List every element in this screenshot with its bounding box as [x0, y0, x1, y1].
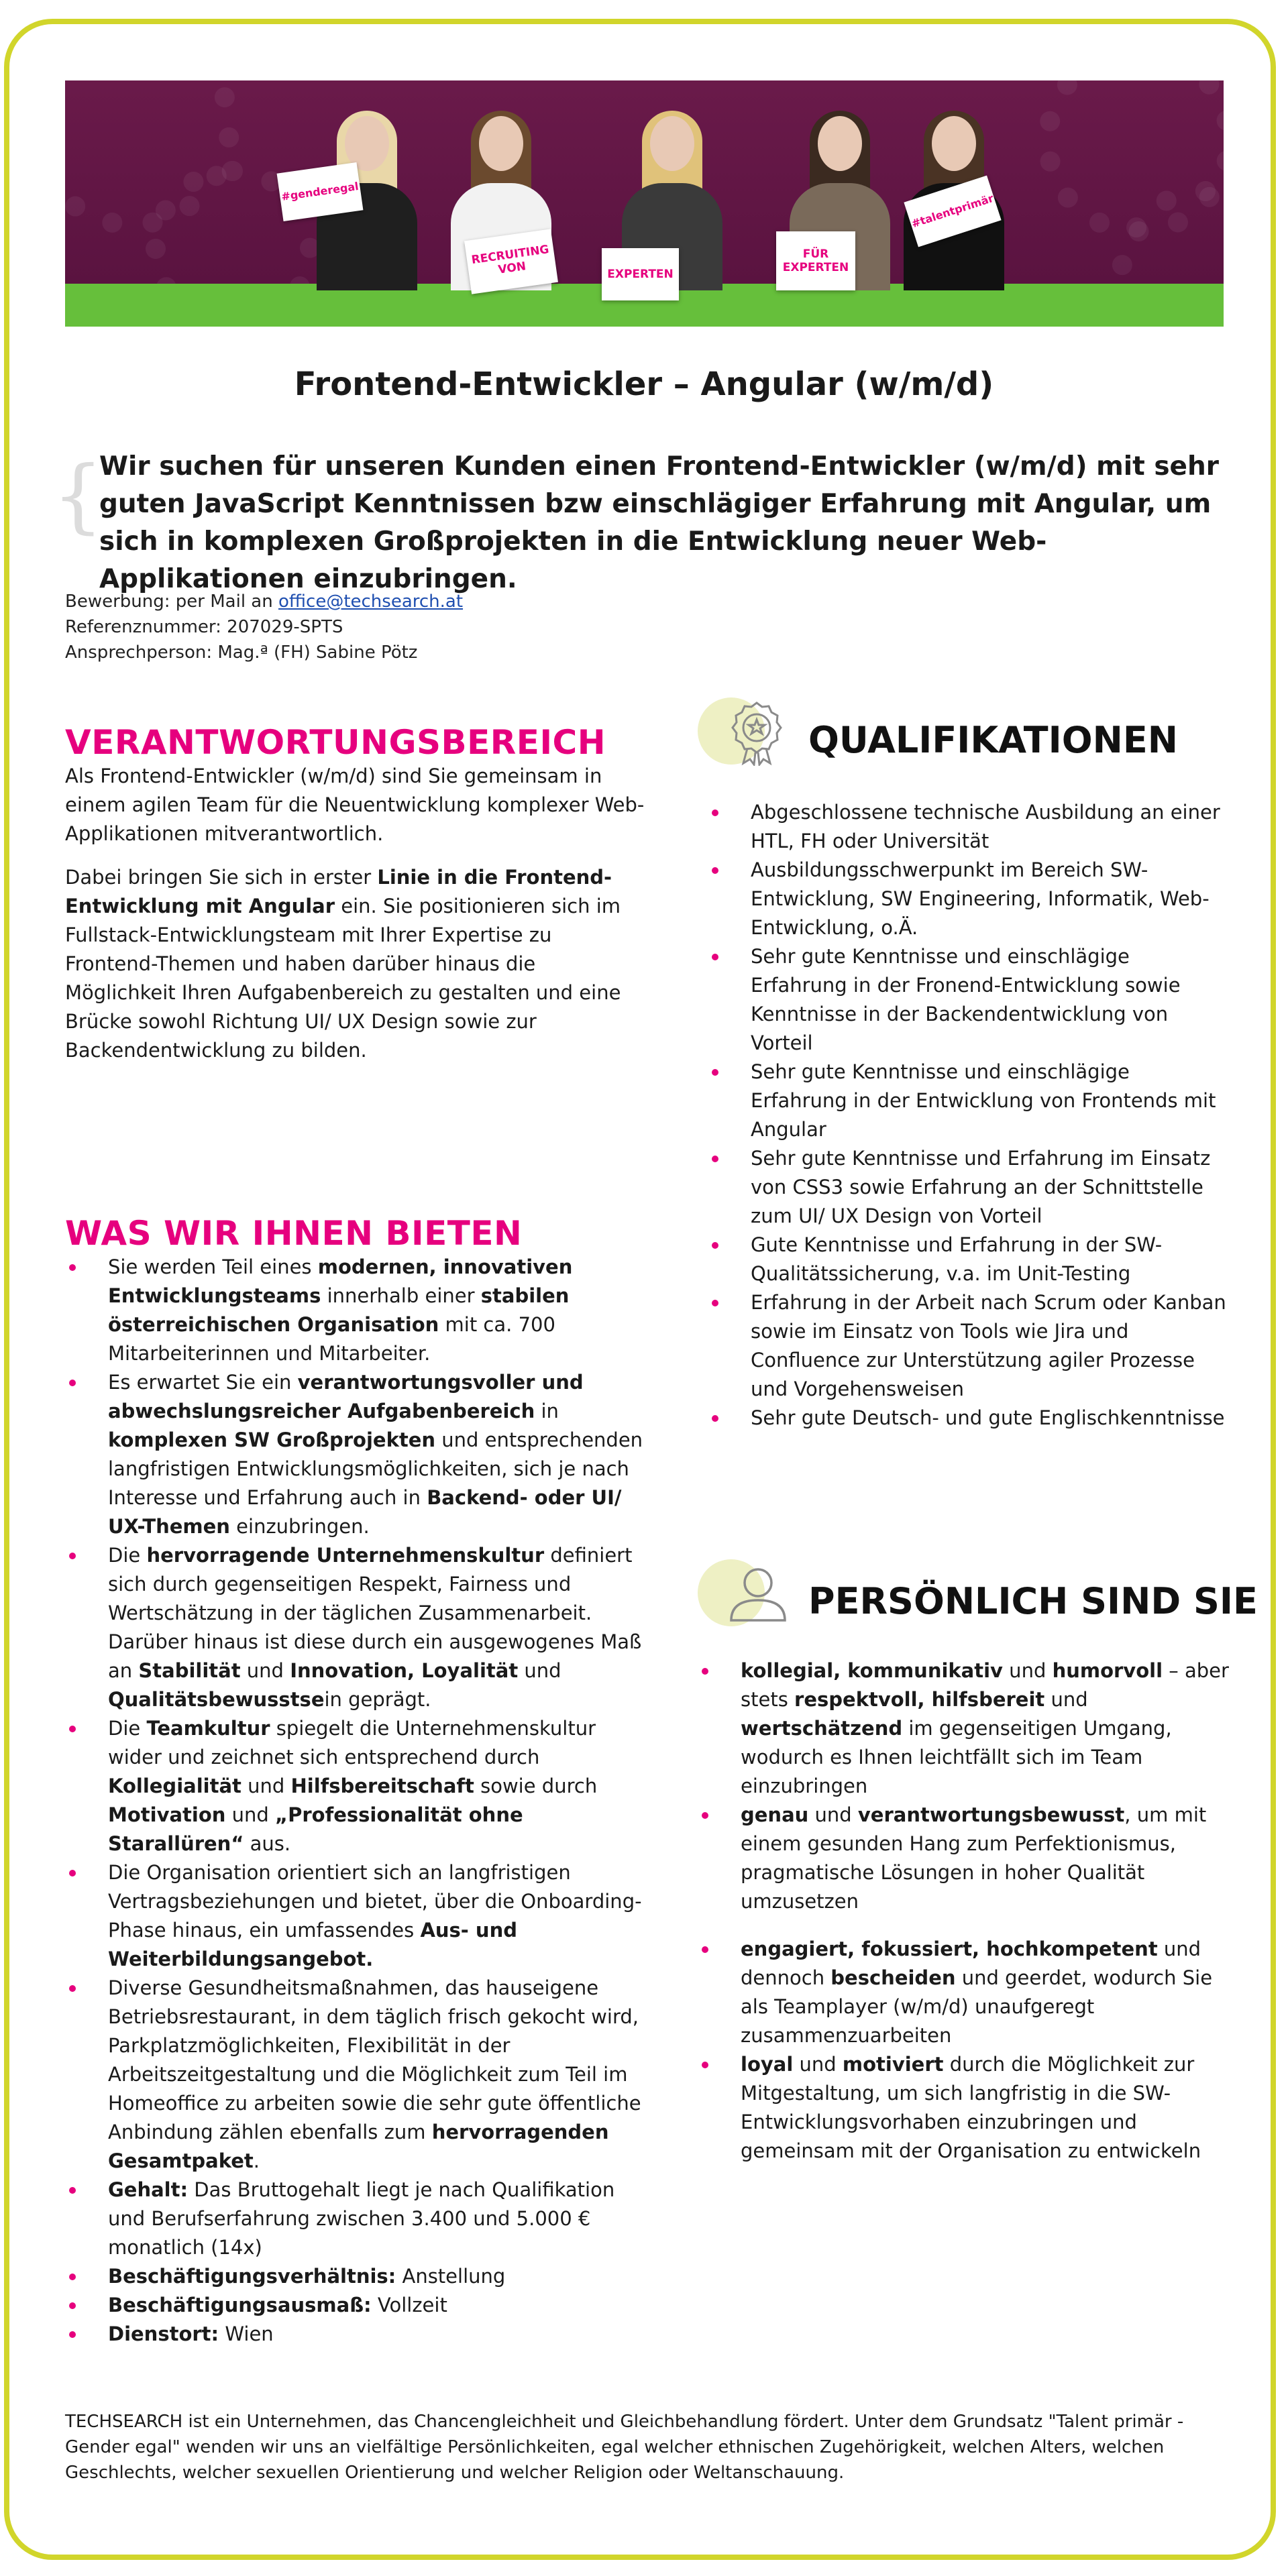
- list-item: Sehr gute Kenntnisse und einschlägige Erfahrung in der Entwicklung von Frontends mit Angular: [708, 1058, 1231, 1144]
- referenznummer: Referenznummer: 207029-SPTS: [65, 617, 343, 637]
- hero-banner: [65, 80, 1224, 327]
- list-item: Beschäftigungsausmaß: Vollzeit: [65, 2291, 649, 2320]
- list-item: engagiert, fokussiert, hochkompetent und dennoch bescheiden und geerdet, wodurch Sie als Teamplayer (w/m/d) unaufgeregt zusammenzuarbeiten: [698, 1935, 1234, 2050]
- award-badge-icon: [724, 699, 789, 766]
- quote-brace-icon: {: [52, 449, 104, 543]
- person-icon: [726, 1563, 790, 1627]
- list-item: Diverse Gesundheitsmaßnahmen, das hauseigene Betriebsrestaurant, in dem täglich frisch gekocht wird, Parkplatzmöglichkeiten, Flexibilität in der Arbeitszeitgestaltung und die Möglichkeit zum Teil im Homeoffice zu arbeiten sowie die sehr gute öffentliche Anbindung zählen ebenfalls zum hervorragenden Gesamtpaket.: [65, 1974, 649, 2176]
- list-item: Dienstort: Wien: [65, 2320, 649, 2349]
- list-item: Die Teamkultur spiegelt die Unternehmenskultur wider und zeichnet sich entsprechend durch Kollegialität und Hilfsbereitschaft sowie durch Motivation und „Professionalität ohne Starallüren“ aus.: [65, 1714, 649, 1858]
- persoenlich-list: [698, 1657, 1234, 2166]
- persoenlich-heading: PERSÖNLICH SIND SIE: [808, 1580, 1258, 1622]
- bieten-list: [65, 1253, 649, 2349]
- bieten-heading: WAS WIR IHNEN BIETEN: [65, 1214, 523, 1253]
- list-item: Ausbildungsschwerpunkt im Bereich SW-Entwicklung, SW Engineering, Informatik, Web-Entwicklung, o.Ä.: [708, 856, 1231, 942]
- list-item: Sehr gute Kenntnisse und Erfahrung im Einsatz von CSS3 sowie Erfahrung an der Schnittstelle zum UI/ UX Design von Vorteil: [708, 1144, 1231, 1231]
- email-link[interactable]: office@techsearch.at: [278, 592, 464, 612]
- bewerbung-label: Bewerbung: per Mail an: [65, 592, 278, 612]
- list-item: Sehr gute Kenntnisse und einschlägige Erfahrung in der Fronend-Entwicklung sowie Kenntnisse in der Backendentwicklung von Vorteil: [708, 942, 1231, 1058]
- verantwortung-p1: Als Frontend-Entwickler (w/m/d) sind Sie gemeinsam in einem agilen Team für die Neuentwicklung komplexer Web-Applikationen mitverantwortlich.: [65, 765, 645, 845]
- verantwortung-heading: VERANTWORTUNGSBEREICH: [65, 723, 606, 762]
- intro-text: Wir suchen für unseren Kunden einen Frontend-Entwickler (w/m/d) mit sehr guten JavaScript Kenntnissen bzw einschlägiger Erfahrung mit Angular, um sich in komplexen Großprojekten in die Entwicklung neuer Web-Applikationen einzubringen.: [99, 451, 1219, 594]
- list-item: genau und verantwortungsbewusst, um mit einem gesunden Hang zum Perfektionismus, pragmatische Lösungen in hoher Qualität umzusetzen: [698, 1801, 1234, 1916]
- qualifikationen-list: [708, 798, 1231, 1433]
- qualifikationen-heading: QUALIFIKATIONEN: [808, 719, 1178, 761]
- page-title: Frontend-Entwickler – Angular (w/m/d): [294, 366, 994, 403]
- sign-recruiting-von: RECRUITING VON: [464, 229, 558, 294]
- list-item: Es erwartet Sie ein verantwortungsvoller und abwechslungsreicher Aufgabenbereich in komplexen SW Großprojekten und entsprechenden langfristigen Entwicklungsmöglichkeiten, sich je nach Interesse und Erfahrung auch in Backend- oder UI/ UX-Themen einzubringen.: [65, 1368, 649, 1541]
- section-bieten: [65, 1214, 649, 2349]
- list-item: Sie werden Teil eines modernen, innovativen Entwicklungsteams innerhalb einer stabilen österreichischen Organisation mit ca. 700 Mitarbeiterinnen und Mitarbeiter.: [65, 1253, 649, 1368]
- list-item: Abgeschlossene technische Ausbildung an einer HTL, FH oder Universität: [708, 798, 1231, 856]
- sign-genderegal: #genderegal: [277, 162, 364, 221]
- list-item: Gute Kenntnisse und Erfahrung in der SW-Qualitätssicherung, v.a. im Unit-Testing: [708, 1231, 1231, 1288]
- sign-talentprimaer: #talentprimär: [904, 176, 1001, 247]
- section-verantwortung: [65, 723, 649, 1065]
- list-item: Die hervorragende Unternehmenskultur definiert sich durch gegenseitigen Respekt, Fairness und Wertschätzung in der täglichen Zusammenarbeit. Darüber hinaus ist diese durch ein ausgewogenes Maß an Stabilität und Innovation, Loyalität und Qualitätsbewusstsein geprägt.: [65, 1541, 649, 1714]
- contact-meta: [65, 589, 463, 665]
- list-item: kollegial, kommunikativ und humorvoll – aber stets respektvoll, hilfsbereit und wertschätzend im gegenseitigen Umgang, wodurch es Ihnen leichtfällt sich im Team einzubringen: [698, 1657, 1234, 1801]
- verantwortung-p2: Dabei bringen Sie sich in erster Linie in die Frontend-Entwicklung mit Angular ein. Sie positionieren sich im Fullstack-Entwicklungsteam mit Ihrer Expertise zu Frontend-Themen und haben darüber hinaus die Möglichkeit Ihren Aufgabenbereich zu gestalten und eine Brücke sowohl Richtung UI/ UX Design sowie zur Backendentwicklung zu bilden.: [65, 866, 621, 1062]
- list-item: Erfahrung in der Arbeit nach Scrum oder Kanban sowie im Einsatz von Tools wie Jira und Confluence zur Unterstützung agiler Prozesse und Vorgehensweisen: [708, 1288, 1231, 1404]
- sign-fuer-experten: FÜR EXPERTEN: [776, 231, 855, 290]
- ansprechperson: Ansprechperson: Mag.ª (FH) Sabine Pötz: [65, 642, 418, 663]
- sign-experten: EXPERTEN: [602, 248, 679, 300]
- list-item: loyal und motiviert durch die Möglichkeit zur Mitgestaltung, um sich langfristig in die SW-Entwicklungsvorhaben einzubringen und gemeinsam mit der Organisation zu entwickeln: [698, 2050, 1234, 2166]
- footer-disclaimer: TECHSEARCH ist ein Unternehmen, das Chancengleichheit und Gleichbehandlung fördert. Unter dem Grundsatz "Talent primär - Gender egal" wenden wir uns an vielfältige Persönlichkeiten, egal welcher ethnischen Zugehörigkeit, welchen Alters, welchen Geschlechts, welcher sexuellen Orientierung und welcher Religion oder Weltanschauung.: [65, 2412, 1184, 2483]
- list-item: Die Organisation orientiert sich an langfristigen Vertragsbeziehungen und bietet, über die Onboarding-Phase hinaus, ein umfassendes Aus- und Weiterbildungsangebot.: [65, 1858, 649, 1974]
- list-item: Beschäftigungsverhältnis: Anstellung: [65, 2262, 649, 2291]
- list-item: Sehr gute Deutsch- und gute Englischkenntnisse: [708, 1404, 1231, 1433]
- list-item: Gehalt: Das Bruttogehalt liegt je nach Qualifikation und Berufserfahrung zwischen 3.400 und 5.000 € monatlich (14x): [65, 2176, 649, 2262]
